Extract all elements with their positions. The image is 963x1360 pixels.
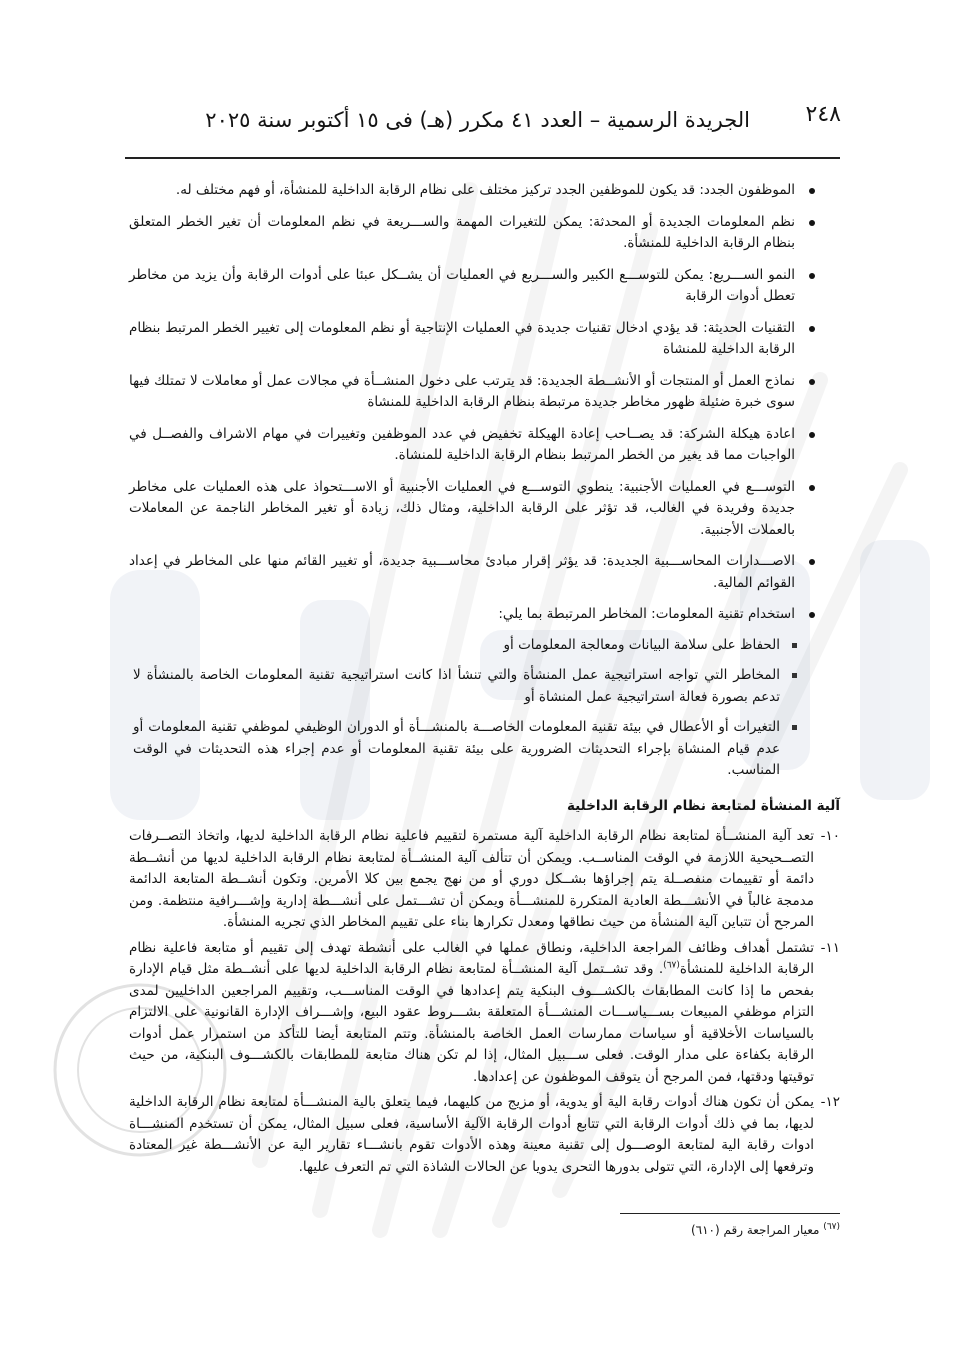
list-item — [125, 371, 840, 414]
bullet-text: نظم المعلومات الجديدة أو المحدثة: يمكن للتغيرات المهمة والســـريعة في نظم المعلومات أن تغير الخطر المتعلق بنظام الرقابة الداخلية للمنشأة. — [129, 213, 795, 251]
header-divider — [125, 157, 840, 159]
list-item — [125, 424, 840, 467]
footnote-marker: (٦٧) — [823, 1222, 840, 1232]
paragraph-number: ١١- — [820, 939, 840, 956]
section-heading: آلية المنشأة لمتابعة نظام الرقابة الداخلية — [566, 797, 840, 814]
sub-list-item — [129, 635, 840, 657]
bullet-icon — [809, 559, 815, 565]
bullet-icon — [809, 326, 815, 332]
square-bullet-icon — [792, 643, 797, 648]
sub-item-text: التغيرات أو الأعطال في بيئة تقنية المعلومات الخاصـــة بالمنشـــأة أو الدوران الوظيفي لموظفي تقنية المعلومات أو عدم قيام المنشاة بإجراء التحديثات الضرورية على بيئة تقنية المعلومات أو عدم إجراء هذه التحديثات في الوقت المناسب. — [133, 719, 780, 778]
paragraph-text-continued: . وقد تشــتمل آلية المنشــأة لمتابعة نظام الرقابة الداخلية لديها على أنشــطة مثل قيام الإدارة بفحص ما إذا كانت المطابقات بالكشـــوف البنكية يتم إعدادها في الوقت المناســـب، وتقييم المراجعين الداخليين لمدى التزام موظفي المبيعات بســـياســـات المنشـــأة المتعلقة بشـــروط عقود البيع، وإشـــراف الإدارة القانونية على الالتزام بالسياسات الأخلاقية أو سياسات ممارسات العمل الخاصة بالمنشأة. وتتم المتابعة أيضا للتأكد من استمرار عمل أدوات الرقابة بكفاءة على مدار الوقت. فعلى ســـبيل المثال، إذا لم تكن هناك متابعة للمطابقات بالكشـــوف البنكية، من حيث توقيتها ودقتها، فمن المرجح أن يتوقف الموظفون عن إعدادها. — [129, 961, 814, 1085]
bullet-text: الموظفون الجدد: قد يكون للموظفين الجدد تركيز مختلف على نظام الرقابة الداخلية للمنشأة، أو فهم مختلف له. — [175, 182, 795, 198]
paragraph-number: ١٢- — [820, 1094, 840, 1110]
bullet-text: اعادة هيكلة الشركة: قد يصــاحب إعادة الهيكلة تخفيض في عدد الموظفين وتغييرات في مهام الاشراف والفصــل في الواجبات مما قد يغير من الخطر المرتبط بنظام الرقابة الداخلية للمنشاة. — [129, 425, 795, 463]
bullet-text: نماذج العمل أو المنتجات أو الأنشــطة الجديدة: قد يترتب على دخول المنشــأة في مجالات عمل أو معاملات لا تمتلك فيها سوى خبرة ضئيلة ظهور مخاطر جديدة مرتبطة بنظام الرقابة الداخلية للمنشاة — [129, 372, 795, 410]
list-item — [125, 265, 840, 308]
footnote — [691, 1223, 840, 1237]
bullet-icon — [809, 220, 815, 226]
sub-item-text: المخاطر التي تواجه استراتيجية عمل المنشأة والتي تنشأ اذا كانت استراتيجية تقنية المعلومات الخاصة بالمنشأة لا تدعم بصورة فعالة استراتيجية عمل المنشاة أو — [133, 667, 780, 705]
list-item — [125, 318, 840, 361]
bullet-text: الاصـــدارات المحاســـبية الجديدة: قد يؤثر إقرار مبادئ محاســـبية جديدة، أو تغيير القائم منها على المخاطر في إعداد القوائم المالية. — [129, 553, 795, 591]
square-bullet-icon — [792, 673, 797, 678]
bullet-icon — [809, 612, 815, 618]
bullet-text: التقنيات الحديثة: قد يؤدي ادخال تقنيات جديدة في العمليات الإنتاجية أو نظم المعلومات إلى تغيير الخطر المرتبط بنظام الرقابة الداخلية للمنشاة — [129, 319, 795, 357]
sub-list-item — [129, 717, 840, 782]
paragraph-text: يمكن أن تكون هناك أدوات رقابة الية أو يدوية، أو مزيج من كليهما، فيما يتعلق بالية المنشـــأة لمتابعة نظام الرقابة الداخلية لديها، بما في ذلك أدوات الرقابة التي تتابع أدوات الرقابة الآلية الأساسية، فعلى سبيل المثال، يمكن أن تستخدم المنشـــاة ادوات رقابة الية لمتابعة الوصـــول إلى تقنية معينة وهذه الأدوات تقوم بانشـــاء تقارير الية عن الأنشـــطة غير المعتادة وترفعها إلى الإدارة، التي تتولى بدورها التحرى يدويا عن الحالات الشاذة التي تم التعرف عليها. — [129, 1094, 814, 1175]
bullet-icon — [809, 379, 815, 385]
paragraph-text: تعد آلية المنشــأة لمتابعة نظام الرقابة الداخلية آلية مستمرة لتقييم فاعلية نظام الرقابة الداخلية لديها، واتخاذ التصــرفات التصــحيحية اللازمة في الوقت المناســب. ويمكن أن تتألف آلية المنشــأة لمتابعة نظام الرقابة الداخلية لديها من أنشــطة دائمة أو تقييمات منفصــلة يتم إجراؤها بشــكل دوري أو من نهج يجمع بين كلا الأمرين. وتكون أنشــطة المتابعة الدائمة مدمجة غالباً في الأنشـــطة العادية المتكررة للمنشـــأة ويمكن أن تشـــتمل على أنشـــطة إدارية وإشـــرافية منتظمة. ومن المرجح أن تتباين آلية المنشأة من حيث نطاقها ومعدل تكرارها بناء على تقييم المخاطر الذي تجريه المنشأة. — [129, 828, 814, 930]
footnote-text: معيار المراجعة رقم (٦١٠) — [690, 1223, 820, 1237]
bullet-icon — [809, 485, 815, 491]
numbered-paragraph — [125, 1092, 840, 1178]
bullet-text: النمو الســـريع: يمكن للتوســـع الكبير والســـريع في العمليات أن يشــكل عبئا على أدوات الرقابة وأن يزيد من مخاطر تعطل أدوات الرقابة — [129, 266, 795, 304]
list-item — [125, 477, 840, 542]
gazette-header-title: الجريدة الرسمية – العدد ٤١ مكرر (هـ) فى ١٥ أكتوبر سنة ٢٠٢٥ — [205, 108, 750, 132]
list-item — [125, 604, 840, 782]
paragraph-text: تشتمل أهداف وظائف المراجعة الداخلية، ونطاق عملها في الغالب على أنشطة تهدف إلى تقييم أو متابعة فاعلية نظام الرقابة الداخلية للمنشأة — [129, 939, 815, 977]
risk-bullet-list — [125, 180, 840, 782]
bullet-icon — [809, 432, 815, 438]
main-content — [125, 180, 840, 1182]
bullet-icon — [809, 273, 815, 279]
numbered-paragraph — [125, 826, 840, 934]
page-number: ٢٤٨ — [805, 102, 841, 127]
bullet-text: استخدام تقنية المعلومات: المخاطر المرتبطة بما يلي: — [498, 606, 795, 622]
bullet-text: التوســـع في العمليات الأجنبية: ينطوي التوســـع في العمليات الأجنبية أو الاســـتحواذ على هذه العمليات على مخاطر جديدة وفريدة في الغالب، قد تؤثر على الرقابة الداخلية، ومثال ذلك، زيادة أو تغير المخاطر الناجمة عن المعاملات بالعملات الأجنبية. — [129, 478, 795, 538]
footnote-divider — [620, 1213, 840, 1214]
numbered-paragraph — [125, 938, 840, 1089]
list-item — [125, 551, 840, 594]
sub-list-item — [129, 665, 840, 708]
sub-item-text: الحفاظ على سلامة البيانات ومعالجة المعلومات أو — [503, 636, 780, 653]
paragraph-number: ١٠- — [820, 828, 840, 844]
it-risk-sub-list — [129, 635, 840, 782]
list-item — [125, 212, 840, 255]
square-bullet-icon — [792, 725, 797, 730]
bullet-icon — [809, 188, 815, 194]
list-item — [125, 180, 840, 202]
footnote-reference[interactable]: (٦٧) — [663, 960, 680, 971]
